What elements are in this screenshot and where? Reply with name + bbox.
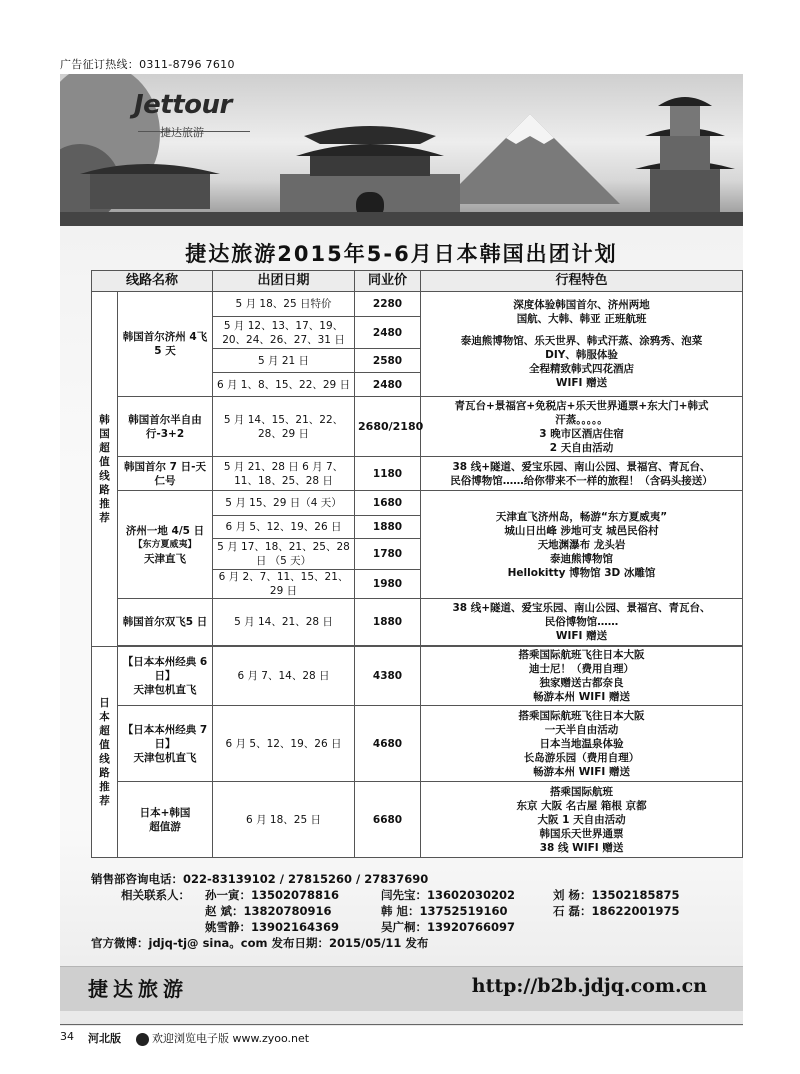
itinerary-features: 天津直飞济州岛，畅游“东方夏威夷” 城山日出峰 涉地可支 城邑民俗村 天地渊瀑布 龙头岩 泰迪熊博物馆 Hellokitty 博物馆 3D 冰雕馆 <box>421 491 743 599</box>
departure-dates: 6 月 1、8、15、22、29 日 <box>213 373 355 397</box>
price: 2480 <box>355 317 421 349</box>
route-name: 【日本本州经典 6日】 天津包机直飞 <box>118 647 213 706</box>
route-name: 韩国首尔双飞5 日 <box>118 599 213 646</box>
sales-phone-line: 销售部咨询电话：022-83139102 / 27815260 / 27837690 <box>91 872 429 886</box>
itinerary-features: 搭乘国际航班飞往日本大阪 迪士尼！（费用自理） 独家赠送古都奈良 畅游本州 WIFI 赠送 <box>421 647 743 706</box>
price: 2680/2180 <box>355 397 421 457</box>
contact-person: 韩 旭：13752519160 <box>381 904 508 918</box>
route-name: 日本+韩国 超值游 <box>118 782 213 858</box>
route-name: 【日本本州经典 7日】 天津包机直飞 <box>118 706 213 782</box>
publisher-logo-icon <box>136 1033 149 1046</box>
route-name: 济州一地 4/5 日 【东方夏威夷】 天津直飞 <box>118 491 213 599</box>
weibo-release-line: 官方微博：jdjq-tj@ sina。com 发布日期：2015/05/11 发布 <box>91 936 429 950</box>
price: 1880 <box>355 599 421 646</box>
region-japan: 日本超值线路推荐 <box>92 647 118 858</box>
price: 1780 <box>355 539 421 570</box>
table-row <box>92 292 743 317</box>
departure-dates: 5 月 15、29 日（4 天） <box>213 491 355 516</box>
header-dates: 出团日期 <box>213 271 355 292</box>
table-row <box>92 491 743 516</box>
departure-dates: 6 月 18、25 日 <box>213 782 355 858</box>
route-name: 韩国首尔半自由行-3+2 <box>118 397 213 457</box>
departure-dates: 6 月 2、7、11、15、21、29 日 <box>213 570 355 599</box>
contact-person: 姚雪静：13902164369 <box>205 920 340 934</box>
ad-hotline: 广告征订热线：0311-8796 7610 <box>60 58 235 71</box>
itinerary-features: 搭乘国际航班 东京 大阪 名古屋 箱根 京都 大阪 1 天自由活动 韩国乐天世界通票 38 线 WIFI 赠送 <box>421 782 743 858</box>
table-row <box>92 706 743 782</box>
edition-label: 河北版 <box>88 1032 121 1045</box>
price: 2580 <box>355 349 421 373</box>
footer-bar <box>60 966 743 1011</box>
table-row <box>92 782 743 858</box>
price: 6680 <box>355 782 421 858</box>
itinerary-features: 青瓦台+景福宫+免税店+乐天世界通票+东大门+韩式 汗蒸。。。。。 3 晚市区酒店住宿 2 天自由活动 <box>421 397 743 457</box>
region-korea: 韩国超值线路推荐 <box>92 292 118 647</box>
footer-url-link[interactable]: http://b2b.jdjq.com.cn <box>471 975 707 997</box>
contact-person: 赵 斌：13820780916 <box>205 904 332 918</box>
price: 1880 <box>355 516 421 539</box>
logo-wordmark: Jettour <box>134 90 232 120</box>
price: 2480 <box>355 373 421 397</box>
itinerary-features: 38 线+隧道、爱宝乐园、南山公园、景福宫、青瓦台、 民俗博物馆…… WIFI 赠送 <box>421 599 743 646</box>
header-route: 线路名称 <box>92 271 213 292</box>
tour-schedule-table <box>91 270 743 858</box>
header-price: 同业价 <box>355 271 421 292</box>
logo-subtitle: 捷达旅游 <box>160 126 204 139</box>
itinerary-features: 搭乘国际航班飞往日本大阪 一天半自由活动 日本当地温泉体验 长岛游乐园（费用自理） 畅游本州 WIFI 赠送 <box>421 706 743 782</box>
slogan: 欢迎浏览电子版 www.zyoo.net <box>136 1030 309 1046</box>
contact-person: 石 磊：18622001975 <box>553 904 680 918</box>
price: 1680 <box>355 491 421 516</box>
table-header-row <box>92 271 743 292</box>
price: 1180 <box>355 457 421 491</box>
contact-person: 吴广桐：13920766097 <box>381 920 516 934</box>
route-name: 韩国首尔济州 4飞 5 天 <box>118 292 213 397</box>
price: 1980 <box>355 570 421 599</box>
price: 2280 <box>355 292 421 317</box>
departure-dates: 5 月 14、15、21、22、28、29 日 <box>213 397 355 457</box>
price: 4380 <box>355 647 421 706</box>
route-name: 韩国首尔 7 日-天仁号 <box>118 457 213 491</box>
itinerary-features: 38 线+隧道、爱宝乐园、南山公园、景福宫、青瓦台、 民俗博物馆……给你带来不一样的旅程！（含码头接送） <box>421 457 743 491</box>
contact-person: 刘 杨：13502185875 <box>553 888 680 902</box>
contacts-label: 相关联系人： <box>121 888 190 902</box>
table-row <box>92 457 743 491</box>
departure-dates: 5 月 14、21、28 日 <box>213 599 355 646</box>
table-row <box>92 397 743 457</box>
page-number: 34 <box>60 1030 74 1043</box>
header-features: 行程特色 <box>421 271 743 292</box>
departure-dates: 6 月 5、12、19、26 日 <box>213 516 355 539</box>
table-row <box>92 647 743 706</box>
departure-dates: 5 月 21、28 日 6 月 7、11、18、25、28 日 <box>213 457 355 491</box>
contact-person: 闫先宝：13602030202 <box>381 888 516 902</box>
departure-dates: 5 月 12、13、17、19、20、24、26、27、31 日 <box>213 317 355 349</box>
departure-dates: 5 月 17、18、21、25、28 日 （5 天） <box>213 539 355 570</box>
departure-dates: 6 月 5、12、19、26 日 <box>213 706 355 782</box>
jettour-logo <box>130 88 260 150</box>
footer-brand: 捷达旅游 <box>88 977 188 1001</box>
price: 4680 <box>355 706 421 782</box>
contact-person: 孙一寅：13502078816 <box>205 888 340 902</box>
itinerary-features: 深度体验韩国首尔、济州两地 国航、大韩、韩亚 正班航班 泰迪熊博物馆、乐天世界、韩式汗蒸、涂鸦秀、泡菜 DIY、韩服体验 全程精致韩式四花酒店 WIFI 赠送 <box>421 292 743 397</box>
table-row <box>92 599 743 646</box>
departure-dates: 6 月 7、14、28 日 <box>213 647 355 706</box>
departure-dates: 5 月 18、25 日特价 <box>213 292 355 317</box>
page-footer <box>60 1024 743 1045</box>
departure-dates: 5 月 21 日 <box>213 349 355 373</box>
page-title: 捷达旅游2015年5-6月日本韩国出团计划 <box>185 242 618 266</box>
